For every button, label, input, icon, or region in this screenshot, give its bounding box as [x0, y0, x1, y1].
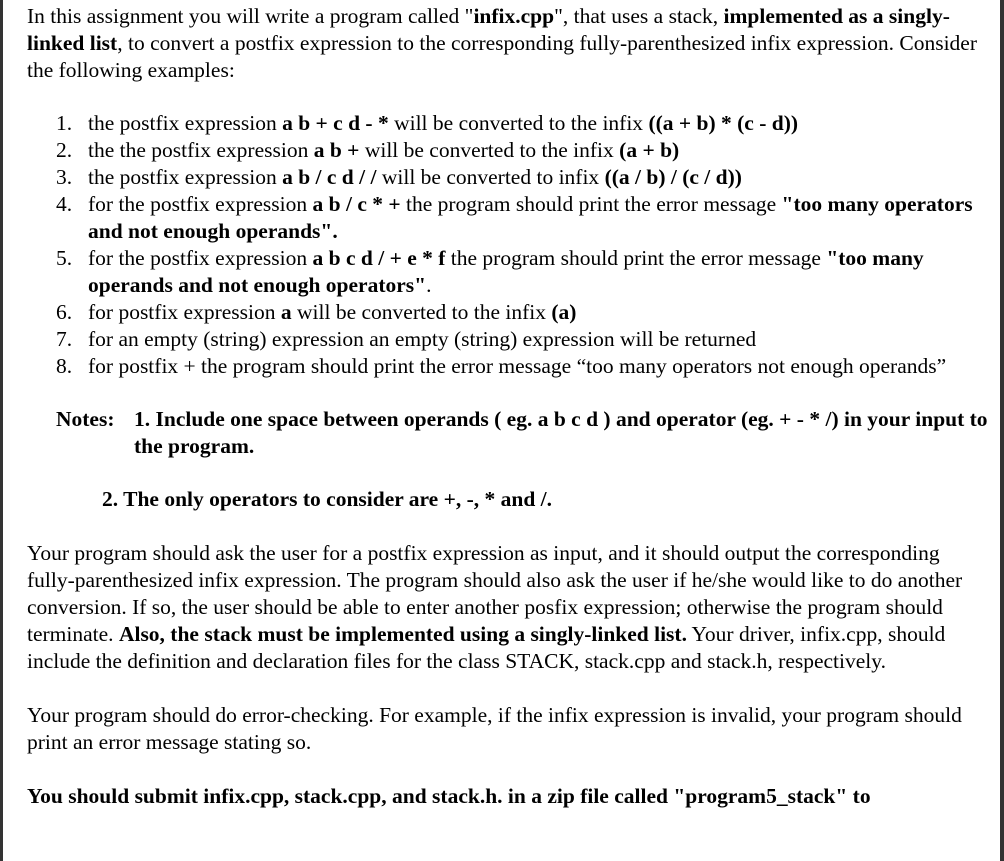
- list-item: 1. the postfix expression a b + c d - * will be converted to the infix ((a + b) * (c - d)): [56, 111, 799, 135]
- error-checking-paragraph: Your program should do error-checking. For example, if the infix expression is invalid, your program should print an error message stating so.: [27, 703, 962, 754]
- list-item: 2. the the postfix expression a b + will be converted to the infix (a + b): [56, 138, 680, 162]
- list-item: 4. for the postfix expression a b / c * + the program should print the error message "too many operators and not enough operands".: [56, 192, 973, 243]
- examples-list: [56, 110, 992, 380]
- list-item: 3. the postfix expression a b / c d / / will be converted to infix ((a / b) / (c / d)): [56, 165, 742, 189]
- scrollbar-edge: [1000, 0, 1004, 861]
- list-item: 7. for an empty (string) expression an empty (string) expression will be returned: [56, 327, 757, 351]
- submission-paragraph: You should submit infix.cpp, stack.cpp, and stack.h. in a zip file called "program5_stack" to: [27, 784, 871, 808]
- notes-label: Notes:: [56, 407, 115, 431]
- instructions-paragraph: Your program should ask the user for a postfix expression as input, and it should output the corresponding fully-parenthesized infix expression. The program should also ask the user if he/she would like to do another conversion. If so, the user should be able to enter another posfix expression; otherwise the program should terminate. Also, the stack must be implemented using a singly-linked list. Your driver, infix.cpp, should include the definition and declaration files for the class STACK, stack.cpp and stack.h, respectively.: [27, 541, 963, 673]
- document-page: [27, 3, 992, 810]
- intro-paragraph: In this assignment you will write a program called "infix.cpp", that uses a stack, implemented as a singly-linked list, to convert a postfix expression to the corresponding fully-parenthesized infix expression. Consider the following examples:: [27, 4, 978, 82]
- note-1: 1. Include one space between operands ( eg. a b c d ) and operator (eg. + - * /) in your input to the program.: [134, 407, 988, 458]
- list-item: 5. for the postfix expression a b c d / + e * f the program should print the error message "too many operands and not enough operators".: [56, 246, 924, 297]
- list-item: 6. for postfix expression a will be converted to the infix (a): [56, 300, 577, 324]
- notes-block: [56, 406, 992, 460]
- left-edge: [0, 0, 3, 861]
- note-2: 2. The only operators to consider are +, -, * and /.: [102, 487, 553, 511]
- list-item: 8. for postfix + the program should print the error message “too many operators not enough operands”: [56, 354, 947, 378]
